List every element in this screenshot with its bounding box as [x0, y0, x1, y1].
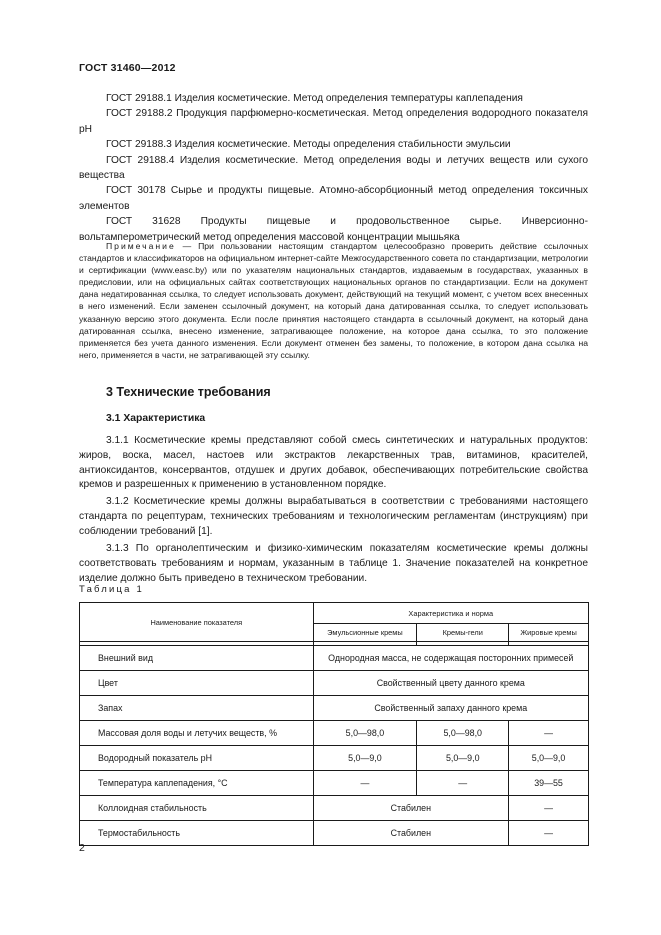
cell-value: — — [509, 821, 589, 846]
note-text: — При пользовании настоящим стандартом целесообразно проверить действие ссылочных стандартов и классификаторов на официальном интернет-сайте Межгосударственного совета по стандартизации, метрологии и сертификации (www.easc.by) или по указателям национальных стандартов, издаваемым в государствах, указанных в предисловии, или на официальных сайтах соответствующих национальных органов по стандартизации. Если на документ дана недатированная ссылка, то следует использовать документ, действующий на текущий момент, с учетом всех внесенных в него изменений. Если заменен ссылочный документ, на который дана датированная ссылка, то следует использовать указанную версию этого документа. Если после принятия настоящего стандарта в ссылочный документ, на который дана датированная ссылка, внесено изменение, затрагивающее положение, на которое дана ссылка, то это положение применяется без учета данного изменения. Если документ отменен без замены, то положение, в котором дана ссылка на него, применяется в части, не затрагивающей эту ссылку. — [79, 241, 588, 360]
cell-value: 5,0—98,0 — [313, 721, 417, 746]
table-row — [80, 796, 589, 821]
paragraph: 3.1.3 По органолептическим и физико-химическим показателям косметические кремы должны соответствовать требованиям и нормам, указанным в таблице 1. Значение показателей на конкретное изделие должно быть приведено в техническом требовании. — [79, 542, 588, 584]
reference-item: ГОСТ 29188.1 Изделия косметические. Метод определения температуры каплепадения — [106, 93, 523, 104]
table-row — [80, 671, 589, 696]
table-row — [80, 721, 589, 746]
cell-value: — — [417, 771, 509, 796]
column-header: Эмульсионные кремы — [313, 624, 417, 642]
header-group: Характеристика и норма — [313, 603, 588, 624]
table-row — [80, 771, 589, 796]
table-row — [80, 696, 589, 721]
spec-table — [79, 602, 589, 846]
row-value: Свойственный запаху данного крема — [313, 696, 588, 721]
page-number: 2 — [79, 842, 85, 854]
column-header: Кремы-гели — [417, 624, 509, 642]
table-header-row — [80, 603, 589, 624]
note-block — [79, 240, 588, 361]
note-label: Примечание — [106, 241, 176, 251]
normative-references — [79, 91, 588, 245]
row-name: Коллоидная стабильность — [80, 796, 314, 821]
row-name: Цвет — [80, 671, 314, 696]
table-row — [80, 821, 589, 846]
row-value: Стабилен — [313, 796, 509, 821]
table-caption: Таблица 1 — [79, 584, 144, 595]
row-value: Однородная масса, не содержащая посторонних примесей — [313, 646, 588, 671]
paragraph: 3.1.2 Косметические кремы должны вырабатываться в соответствии с требованиями настоящего стандарта по рецептурам, технических требованиям и технологическим регламентам (инструкциям) при соблюдении требований [1]. — [79, 496, 588, 537]
row-name: Водородный показатель pH — [80, 746, 314, 771]
row-value: Стабилен — [313, 821, 509, 846]
cell-value: 5,0—9,0 — [417, 746, 509, 771]
cell-value: 39—55 — [509, 771, 589, 796]
section-heading: 3 Технические требования — [106, 385, 271, 399]
reference-item: ГОСТ 29188.4 Изделия косметические. Метод определения воды и летучих веществ или сухого вещества — [79, 154, 588, 182]
row-name: Внешний вид — [80, 646, 314, 671]
requirements-text — [79, 434, 588, 589]
row-name: Температура каплепадения, °С — [80, 771, 314, 796]
header-indicator: Наименование показателя — [80, 603, 314, 642]
row-name: Массовая доля воды и летучих веществ, % — [80, 721, 314, 746]
row-name: Термостабильность — [80, 821, 314, 846]
paragraph: 3.1.1 Косметические кремы представляют собой смесь синтетических и натуральных продуктов: жиров, воска, масел, настоев или экстрактов лекарственных трав, витаминов, красителей, антиоксидантов, консервантов, отдушек и других добавок, обеспечивающих потребительские свойства кремов и разрешенных к применению в установленном порядке. — [79, 435, 588, 491]
subsection-heading: 3.1 Характеристика — [106, 413, 206, 424]
cell-value: — — [509, 721, 589, 746]
reference-item: ГОСТ 29188.2 Продукция парфюмерно-косметическая. Метод определения водородного показателя pH — [79, 108, 588, 135]
row-value: Свойственный цвету данного крема — [313, 671, 588, 696]
document-header: ГОСТ 31460—2012 — [79, 62, 176, 74]
cell-value: — — [313, 771, 417, 796]
column-header: Жировые кремы — [509, 624, 589, 642]
reference-item: ГОСТ 30178 Сырье и продукты пищевые. Атомно-абсорбционный метод определения токсичных элементов — [79, 185, 588, 212]
cell-value: 5,0—9,0 — [313, 746, 417, 771]
cell-value: 5,0—98,0 — [417, 721, 509, 746]
reference-item: ГОСТ 29188.3 Изделия косметические. Методы определения стабильности эмульсии — [106, 139, 511, 151]
cell-value: — — [509, 796, 589, 821]
row-name: Запах — [80, 696, 314, 721]
cell-value: 5,0—9,0 — [509, 746, 589, 771]
table-row — [80, 646, 589, 671]
table-row — [80, 746, 589, 771]
reference-item: ГОСТ 31628 Продукты пищевые и продовольственное сырье. Инверсионно-вольтамперометрический метод определения массовой концентрации мышьяка — [79, 216, 588, 243]
